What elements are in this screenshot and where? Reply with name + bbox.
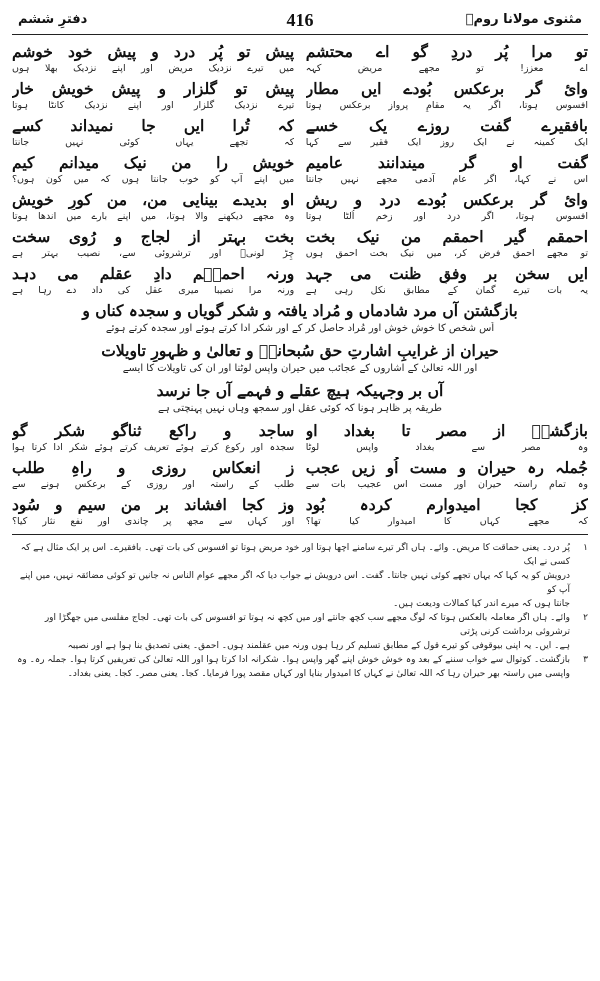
- couplet-translation: [12, 173, 588, 186]
- translation-first: کہ مجھے کہاں کا امیدوار کیا تھا؟: [305, 516, 588, 527]
- footnote-number: ۳: [583, 655, 588, 665]
- footnote-text: درویش کو یہ کہا کہ یہاں تجھے کوئی نہیں جانتا۔ گفت۔ اس درویش نے جواب دیا کہ اگر مجھے عوام الناس نہ جانیں تو کوئی مضائقہ نہیں، میں اپنے آپ کو: [19, 571, 570, 595]
- translation-first: وہ تمام راستہ حیران اور مست اس عجیب بات سے: [305, 479, 588, 490]
- footnote-number: ۱: [583, 543, 588, 553]
- couplet: [12, 41, 588, 62]
- volume-title: دفترِ ششم: [18, 12, 88, 27]
- hemistich-first: احمقم گیر احمقم من نیک بخت: [305, 227, 588, 246]
- couplet: [12, 263, 588, 284]
- hemistich-first: تو مرا پُر دردِ گو اے محتشم: [305, 42, 588, 61]
- footnote-line: [12, 667, 588, 681]
- couplet: [12, 494, 588, 515]
- couplet: [12, 457, 588, 478]
- footnotes: [12, 541, 588, 681]
- page-number: 416: [286, 10, 314, 30]
- verse-block-1: [12, 41, 588, 297]
- hemistich-first: ایں سخن بر وفقِ ظنت می جہد: [305, 264, 588, 283]
- translation-second: کہ تجھے یہاں کوئی نہیں جانتا: [12, 137, 295, 148]
- hemistich-second: پیش تو پُر درد و پیش خود خوشم: [12, 42, 295, 61]
- footnote-line: [12, 639, 588, 653]
- hemistich-second: وز کجا افشاند بر من سیم و سُود: [12, 495, 295, 514]
- hemistich-second: کہ تُرا ایں جا نمیداند کسے: [12, 116, 295, 135]
- section-heading-2-translation: اور اللہ تعالیٰ کے اشاروں کے عجائب میں حیران واپس لوٹنا اور ان کی تاویلات کا ایسے: [122, 363, 478, 374]
- hemistich-second: ورنہ احمقؔم دادِ عقلم می دہد: [12, 264, 295, 283]
- page-header: [12, 8, 588, 35]
- couplet: [12, 115, 588, 136]
- couplet-translation: [12, 62, 588, 75]
- footnote-line: [12, 597, 588, 611]
- footnote-text: واپسی میں راستہ بھر حیران رہا کہ اللہ تعالیٰ نے کہاں کا امیدوار بنایا اور کہاں مقصد پورا فرمایا۔ کجا۔ یعنی مصر۔ کجا۔ یعنی بغداد۔: [67, 669, 570, 679]
- footnote-text: بازگشت۔ کوتوال سے خواب سننے کے بعد وہ خوش خوش اپنے گھر واپس ہوا۔ شکرانہ ادا کرتا ہوا اور اللہ تعالیٰ کی تعریفیں کرتا ہوا۔ جملہ رہ۔ وہ: [17, 655, 570, 665]
- footnote-text: جانتا ہوں کہ میرے اندر کیا کمالات ودیعت ہیں۔: [393, 599, 570, 609]
- translation-first: تو مجھے احمق فرض کر، میں نیک بخت احمق ہوں: [305, 248, 588, 259]
- couplet-translation: [12, 515, 588, 528]
- footnote-number: [570, 667, 588, 681]
- hemistich-second: ساجد و راکع ثناگو شکر گو: [12, 421, 295, 440]
- poem-body: [12, 35, 588, 528]
- hemistich-second: بخت بہتر از لجاج و رُوی سخت: [12, 227, 295, 246]
- footnote-number: [570, 597, 588, 611]
- translation-first: اس نے کہا، اگر عام آدمی مجھے نہیں جانتا: [305, 174, 588, 185]
- hemistich-second: پیش تو گلزار و پیش خویش خار: [12, 79, 295, 98]
- book-title: مثنوی مولانا رومؒ: [465, 12, 582, 27]
- section-heading-3-translation: طریقہ پر ظاہر ہونا کہ کوئی عقل اور سمجھ وہاں نہیں پہنچتی ہے: [157, 403, 443, 414]
- hemistich-first: کز کجا امیدوارم کردہ بُود: [305, 495, 588, 514]
- couplet: [12, 78, 588, 99]
- footnote-line: [12, 541, 588, 569]
- couplet-translation: [12, 136, 588, 149]
- couplet-translation: [12, 247, 588, 260]
- translation-second: میں تیرے نزدیک مریض اور اپنے نزدیک بھلا ہوں: [12, 63, 295, 74]
- translation-first: ایک کمینہ نے ایک روز ایک فقیر سے کہا: [305, 137, 588, 148]
- footnote-text: پُر درد۔ یعنی حماقت کا مریض۔ وائے۔ ہاں اگر تیرے سامنے اچھا ہوتا اور خود مریض ہوتا تو افسوس کی بات تھی۔ بافقیرے۔ اس پر ایک مثال ہے کہ کسی نے ایک: [20, 543, 570, 567]
- translation-second: تیرے نزدیک گلزار اور اپنے نزدیک کانٹا ہوتا: [12, 100, 295, 111]
- footnote-number: ۲: [583, 613, 588, 623]
- section-heading-3: آں بر وجہیکہ ہیچ عقلے و فہمے آں جا نرسد: [156, 381, 444, 400]
- translation-second: طلب کے راستہ اور روزی کے برعکس ہونے سے: [12, 479, 295, 490]
- section-heading-2: حیران از غرایبِ اشارتِ حق سُبحانہٗ و تعالیٰ و ظہورِ تاویلات: [101, 341, 499, 360]
- translation-first: افسوس ہوتا، اگر درد اور زخم اُلٹا ہوتا: [305, 211, 588, 222]
- section-heading: بازگشتن آں مرد شادماں و مُراد یافتہ و شکر گویاں و سجدہ کناں و: [82, 301, 518, 320]
- hemistich-first: وائ گر برعکس بُودے درد و ریش: [305, 190, 588, 209]
- footnote-line: [12, 611, 588, 639]
- hemistich-first: وائ گر برعکس بُودے ایں مطار: [305, 79, 588, 98]
- hemistich-second: او بدیدے بینایی من، من کورِ خویش: [12, 190, 295, 209]
- footnote-line: [12, 653, 588, 667]
- couplet-translation: [12, 210, 588, 223]
- translation-first: وہ مصر سے بغداد واپس لوٹا: [305, 442, 588, 453]
- footnote-divider: [12, 534, 588, 535]
- hemistich-first: گفت او گر میندانند عامیم: [305, 153, 588, 172]
- footnote-number: [570, 639, 588, 653]
- translation-second: سجدہ اور رکوع کرتے ہوئے تعریف کرتے ہوئے شکر ادا کرتا ہوا: [12, 442, 295, 453]
- translation-second: ورنہ مرا نصیبا میری عقل کی داد دے رہا ہے: [12, 285, 295, 296]
- hemistich-first: بافقیرے گفت روزے یک خسے: [305, 116, 588, 135]
- section-heading-translation: اُس شخص کا خوش خوش اور مُراد حاصل کر کے اور شکر ادا کرتے ہوئے اور سجدہ کرتے ہوئے: [105, 323, 495, 334]
- footnote-line: [12, 569, 588, 597]
- hemistich-second: ز انعکاسِ روزی و راہِ طلب: [12, 458, 295, 477]
- couplet-translation: [12, 478, 588, 491]
- couplet-translation: [12, 441, 588, 454]
- translation-second: اور کہاں سے مجھ پر چاندی اور نفع نثار کیا؟: [12, 516, 295, 527]
- couplet-translation: [12, 99, 588, 112]
- couplet: [12, 226, 588, 247]
- couplet-translation: [12, 284, 588, 297]
- footnote-text: ہے۔ ایں۔ یہ اپنی بیوقوفی کو تیرے قول کے مطابق تسلیم کر رہا ہوں ورنہ میں عقلمند ہوں۔ احمق۔ یعنی تصدیق بنا ہوا ہے اور نصیبہ: [67, 641, 570, 651]
- hemistich-first: جُملہ رہ حیران و مست اُو زیں عجب: [305, 458, 588, 477]
- translation-second: وہ مجھے دیکھنے والا ہوتا، میں اپنے بارے میں اندھا ہوتا: [12, 211, 295, 222]
- translation-second: چِڑ لونیؔ اور ترشروئی سے، نصیب بہتر ہے: [12, 248, 295, 259]
- couplet: [12, 152, 588, 173]
- footnote-number: [570, 569, 588, 597]
- footnote-text: وائے۔ ہاں اگر معاملہ بالعکس ہوتا کہ لوگ مجھے سب کچھ جانتے اور میں کچھ نہ ہوتا تو افسوس کی بات تھی۔ لجاج مفلسی میں جھگڑا اور ترشروئی برداشت کرنی پڑتی: [44, 613, 570, 637]
- translation-first: یہ بات تیرے گمان کے مطابق نکل رہی ہے: [305, 285, 588, 296]
- verse-block-2: [12, 420, 588, 528]
- hemistich-second: خویش را من نیک میدانم کیم: [12, 153, 295, 172]
- translation-first: اے معزز! تو مجھے مریض کہہ: [305, 63, 588, 74]
- hemistich-first: بازگشتؔ از مصر تا بغداد او: [305, 421, 588, 440]
- translation-second: میں اپنے آپ کو خوب جانتا ہوں کہ میں کون ہوں؟: [12, 174, 295, 185]
- couplet: [12, 420, 588, 441]
- couplet: [12, 189, 588, 210]
- translation-first: افسوس ہوتا، اگر یہ مقامِ پرواز برعکس ہوتا: [305, 100, 588, 111]
